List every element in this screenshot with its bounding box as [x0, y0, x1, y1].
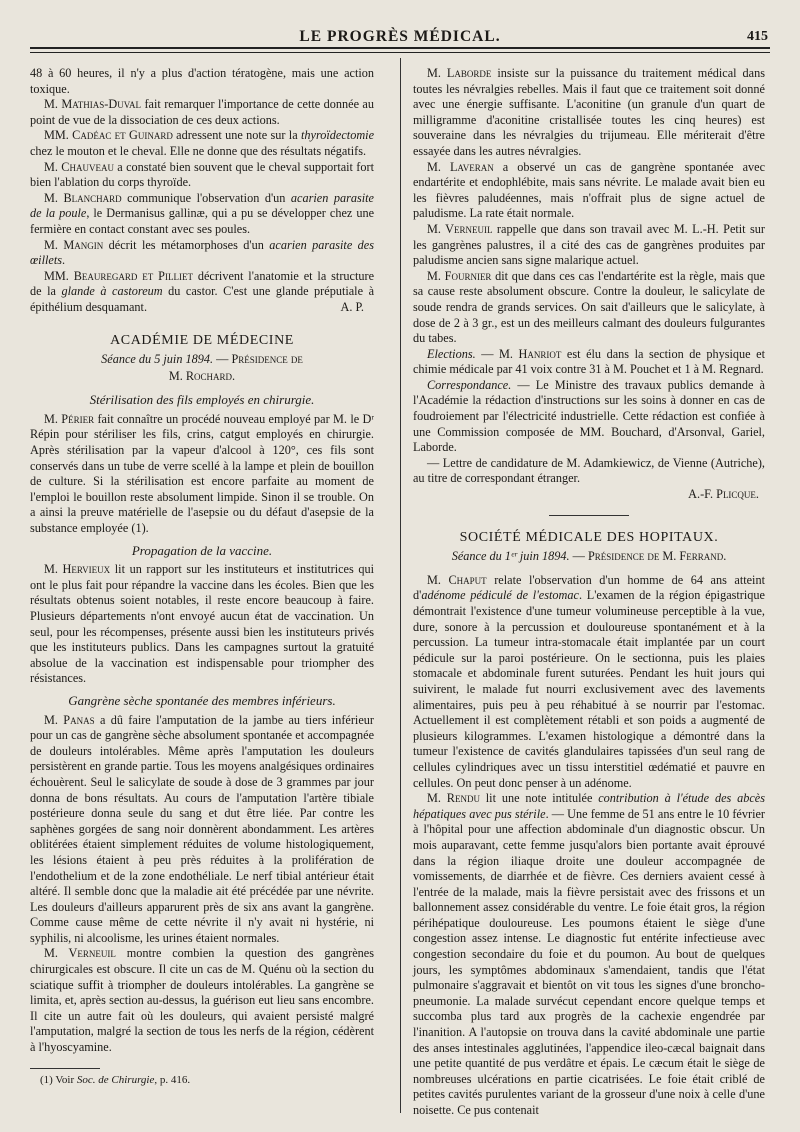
seance-line: Séance du 1ᵉʳ juin 1894. — Présidence de M. Ferrand.: [451, 549, 727, 564]
paragraph: Correspondance. — Le Ministre des travaux publics demande à l'Académie la rédaction d'instructions sur les soins à donner en cas de foudroiement par l'électricité industrielle. Cette rédaction est confiée à une Commission composée de MM. Bouchard, d'Arsonval, Gariel, Laborde.: [413, 377, 765, 455]
paragraph: M. Hervieux lit un rapport sur les instituteurs et institutrices qui ont le plus fait pour répandre la vaccine dans les écoles. Bien que les résultats obtenus soient notables, il reste encore beaucoup à faire. Plusieurs départements n'ont envoyé aucun état de vaccination. Un seul, pour les récompenses, présente aussi bien les instituteurs privés que les instituteurs publics. Dans les campagnes surtout la gratuité absolue de la vaccination est indispensable pour triompher des résistances.: [30, 562, 374, 686]
signature: A.-F. Plicque.: [688, 487, 759, 502]
paragraph: MM. Beauregard et Pilliet décrivent l'anatomie et la structure de la glande à castoreum du castor. C'est une glande préputiale à épithélium desquamant. A. P.: [30, 268, 375, 314]
footnote-rule: [30, 1068, 100, 1069]
page-number: 415: [747, 29, 768, 44]
paragraph: M. Laveran a observé un cas de gangrène spontanée avec endartérite et endophlébite, mais sans névrite. Le malade avait bien eu les fièvres paludéennes, mais n'offrait plus de signe actuel de paludisme. La rate était normale.: [413, 159, 766, 221]
paragraph: M. Laborde insiste sur la puissance du traitement médical dans toutes les névralgies rebelles. Mais il faut que ce traitement soit donné avec une énergie suffisante. L'aconitine (un granule d'un quart de milligramme d'aconitine cristallisée toutes les cinq heures) est souveraine dans les névralgies du trijumeau. Elle mériterait d'être essayée dans les autres névralgies.: [413, 66, 765, 158]
paragraph: M. Verneuil rappelle que dans son travail avec M. L.-H. Petit sur les gangrènes palustres, il a cité des cas de gangrènes produites par paludisme ancien sans signe malarique actuel.: [413, 221, 765, 268]
paragraph: M. Chauveau a constaté bien souvent que le cheval supportait fort bien l'ablation du corps thyroïde.: [30, 159, 374, 190]
paragraph: M. Mangin décrit les métamorphoses d'un acarien parasite des œillets.: [30, 237, 375, 268]
signature: A. P.: [340, 299, 364, 314]
paragraph: M. Blanchard communique l'observation d'un acarien parasite de la poule, le Dermanisus gallinæ, qui a pu se développer chez une fermière en contact constant avec ses poules.: [30, 190, 375, 236]
subheading: Propagation de la vaccine.: [131, 542, 273, 558]
section-title-academie: ACADÉMIE DE MÉDECINE: [110, 332, 294, 348]
journal-title: LE PROGRÈS MÉDICAL.: [299, 28, 501, 45]
footnote: (1) Voir Soc. de Chirurgie, p. 416.: [40, 1073, 191, 1086]
left-column: [30, 66, 374, 1088]
page-header: [30, 26, 770, 48]
paragraph: Elections. — M. Hanriot est élu dans la section de physique et chimie médicale par 41 voix contre 31 à M. Pouchet et 1 à M. Regnard.: [413, 346, 765, 377]
section-title-societe: SOCIÉTÉ MÉDICALE DES HOPITAUX.: [459, 529, 719, 545]
subheading: Stérilisation des fils employés en chirurgie.: [89, 392, 315, 408]
paragraph: M. Rendu lit une note intitulée contribution à l'étude des abcès hépatiques avec pus stérile. — Une femme de 51 ans entre le 10 février à l'hôpital pour une affection abdominale d'un diagnostic obscur. Un mois auparavant, cette femme jusqu'alors bien portante avait éprouvé dans la région iliaque droite une douleur accompagnée de vomissements, de diarrhée et de fièvre. Ces derniers avaient cessé à l'entrée de la malade, mais la fièvre persistait avec des frissons et un ballonnement assez considérable du ventre. Le foie était gros, la région périhépatique douloureuse. Les poumons étaient le siège d'une congestion assez intense. Le diagnostic fut entérite infectieuse avec congestion secondaire du foie et du poumon. Au bout de quelques jours, les symptômes abdominaux s'amendaient, tandis que l'état pulmonaire s'aggravait et bientôt on vit tous les signes d'une broncho-pneumonie. La malade survécut cependant encore quelque temps et succomba plus tard aux progrès de la cachexie engendrée par l'inanition. A l'autopsie on trouva dans la cavité abdominale une partie des anses intestinales agglutinées, l'appendice ileo-cæcal baignait dans une petite quantité de pus verdâtre et épais. Le cæcum était le siège de nombreuses ulcérations en partie cicatrisées. Le foie était criblé de petites cavités purulentes variant de la grosseur d'une noix à celle d'une noisette. Ce pus contenait: [413, 791, 765, 1117]
right-column: [413, 66, 765, 1119]
paragraph: 48 à 60 heures, il n'y a plus d'action tératogène, mais une action toxique.: [30, 66, 374, 96]
section-separator: [549, 515, 629, 516]
header-rule: [30, 47, 770, 53]
paragraph: MM. Cadéac et Guinard adressent une note sur la thyroïdectomie chez le mouton et le cheval. Elle ne donne que des résultats négatifs.: [30, 128, 375, 158]
paragraph: — Lettre de candidature de M. Adamkiewicz, de Vienne (Autriche), au titre de correspondant étranger.: [413, 455, 765, 486]
paragraph: M. Mathias-Duval fait remarquer l'importance de cette donnée au point de vue de la dissociation de ces deux actions.: [30, 97, 374, 127]
paragraph: M. Périer fait connaître un procédé nouveau employé par M. le Dʳ Répin pour stériliser les fils, crins, catgut employés en chirurgie. Après stérilisation par la vapeur d'alcool à 120°, ces fils sont conservés dans un tube de verre scellé à la lampe et plein de bouillon de culture. Si la stérilisation est encore parfaite au moment de l'emploi le bouillon reste absolument limpide. Sinon il se trouble. On a ainsi la preuve matérielle de l'asepsie ou du défaut d'asepsie de la substance employée (1).: [30, 411, 374, 536]
subheading: Gangrène sèche spontanée des membres inférieurs.: [68, 692, 336, 708]
paragraph: M. Chaput relate l'observation d'un homme de 64 ans atteint d'adénome pédiculé de l'estomac. L'examen de la région épigastrique démontrait l'existence d'une tumeur volumineuse perceptible à la vue, dure, sonore à la percussion et douloureuse spontanément et à la percussion. La tumeur intra-stomacale était implantée par un court pédicule sur la paroi postérieure. On le sectionna, puis les plaies stomacale et abdominale furent suturées. Pendant les huit jours qui suivirent, le malade fut nourri exclusivement avec des lavements alimentaires, puis peu à peu réhabitué à se nourrir par l'estomac. Actuellement il est complètement rétabli et son poids a augmenté de plusieurs kilogrammes. L'examen histologique a démontré dans la tumeur l'existence de cavités glandulaires tapissées d'un seul rang de cellules cylindriques avec un tissu interstitiel œdématié et pauvre en cellules. On peut donc penser à un adénome.: [413, 572, 765, 790]
paragraph: M. Panas a dû faire l'amputation de la jambe au tiers inférieur pour un cas de gangrène sèche absolument spontanée et accompagnée de douleurs intolérables. Même après l'amputation les douleurs persistèrent en grande partie. Tous les moyens analgésiques ordinaires échouèrent. Seul le salicylate de soude à dose de 3 grammes par jour donna de bons résultats. Au cours de l'amputation l'artère tibiale postérieure donna seule du sang et dut être liée. Par contre les saphènes gorgées de sang noir donnèrent abondamment. Les artères oblitérées étaient simplement réduites de volume histologiquement, les lésions étaient à peu près réduites à la prolifération de l'endothelium et de la zone endothéliale. Le nerf tibial antérieur était altéré. Il semble donc que la maladie ait été précédée par une névrite. Les douleurs d'ailleurs apparurent près de six ans avant la gangrène. Comme cause même de cette névrite il n'y avait ni hystérie, ni syphilis, ni alcoolisme, les urines étaient normales.: [30, 712, 374, 945]
seance-line: Séance du 5 juin 1894. — Présidence de: [101, 352, 303, 367]
seance-president: M. Rochard.: [168, 368, 236, 383]
paragraph: M. Verneuil montre combien la question des gangrènes chirurgicales est obscure. Il cite un cas de M. Quénu où la section du sciatique suffit à triompher de douleurs intolérables. La gangrène se limita, et, après section au-dessus, la guérison eut lieu sans encombre. Il cite un autre fait où les douleurs, qui avaient persisté malgré l'amputation, malgré la section de tous les nerfs de la région, cédèrent à l'hyoscyamine.: [30, 946, 374, 1055]
column-divider: [400, 58, 401, 1113]
paragraph: M. Fournier dit que dans ces cas l'endartérite est la règle, mais que sa cause reste absolument obscure. Contre la douleur, le salicylate de soude rendra de grands services. On sait d'ailleurs que le salicylate, à dose de 2 à 3 gr., est un des meilleurs calmant des douleurs fulgurantes du tabes.: [413, 268, 765, 346]
